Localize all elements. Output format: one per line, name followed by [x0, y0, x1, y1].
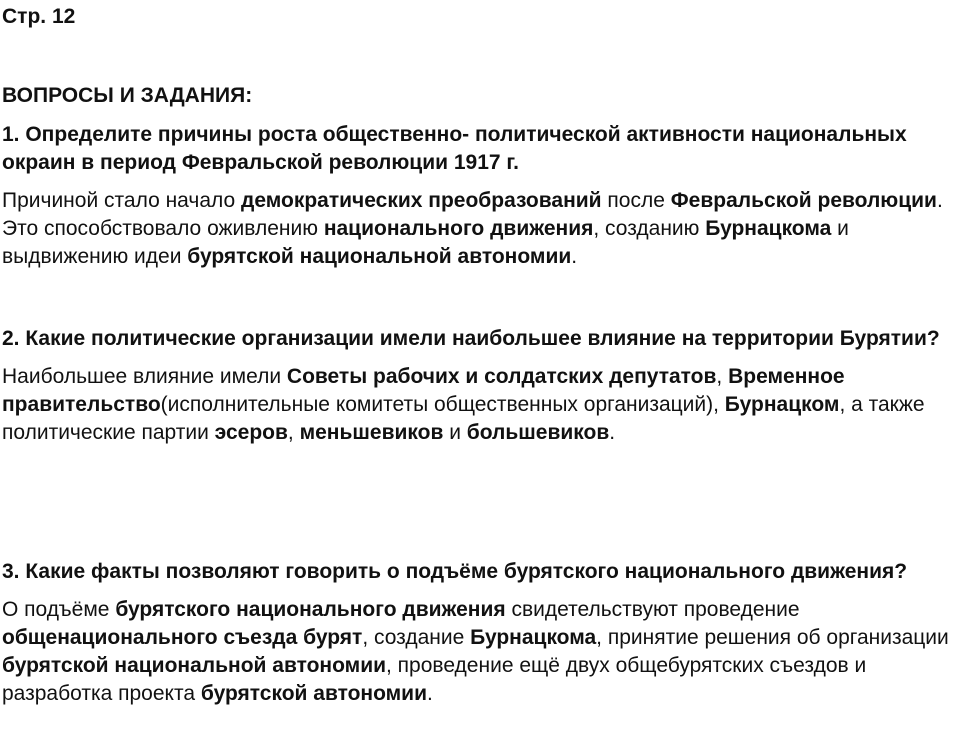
question-text: 2. Какие политические организации имели наибольшее влияние на территории Бурятии?	[2, 327, 940, 350]
answer-run: Наибольшее влияние имели	[2, 365, 287, 388]
answer-emphasis: меньшевиков	[299, 421, 444, 444]
answer-run: , а также политические партии	[2, 393, 925, 444]
answer-run: , созданию	[593, 217, 706, 240]
answer-run: ,	[287, 421, 300, 444]
answer-emphasis: Советы рабочих и солдатских депутатов	[286, 365, 717, 388]
answer-run: Причиной стало начало	[2, 189, 242, 212]
answer-run: и	[443, 421, 467, 444]
page-number-label: Стр. 12	[2, 5, 76, 28]
answer-run: , принятие решения об организации	[596, 626, 949, 649]
answer-run: свидетельствуют проведение	[505, 598, 800, 621]
answer-emphasis: Бурнацкома	[705, 217, 832, 240]
question-text: 1. Определите причины роста общественно- политической активности национальных окраин в период Февральской революции 1917 г.	[2, 123, 907, 174]
answer-run: после	[601, 189, 671, 212]
answer-emphasis: большевиков	[466, 421, 610, 444]
answer-run: (исполнительные комитеты общественных организаций),	[160, 393, 725, 416]
answer-text	[2, 363, 966, 447]
question-block-1	[2, 121, 966, 271]
answer-run: , проведение ещё двух общебурятских съездов и разработка проекта	[2, 654, 867, 705]
question-block-3	[2, 558, 966, 708]
answer-emphasis: бурятской национальной автономии	[187, 245, 572, 268]
answer-emphasis: Февральской революции	[670, 189, 937, 212]
answer-emphasis: бурятской национальной автономии	[2, 654, 387, 677]
answer-emphasis: бурятской автономии	[200, 682, 428, 705]
answer-text	[2, 187, 966, 271]
answer-emphasis: Бурнацком	[724, 393, 840, 416]
question-block-2	[2, 325, 966, 447]
answer-emphasis: бурятского национального движения	[115, 598, 506, 621]
answer-emphasis: общенационального съезда бурят	[2, 626, 363, 649]
answer-emphasis: Бурнацкома	[470, 626, 597, 649]
answer-run: и выдвижению идеи	[2, 217, 849, 268]
answer-run: , создание	[362, 626, 471, 649]
answer-run: .	[427, 682, 433, 705]
answer-emphasis: национального движения	[323, 217, 594, 240]
question-text: 3. Какие факты позволяют говорить о подъёме бурятского национального движения?	[2, 560, 908, 583]
answer-emphasis: демократических преобразований	[241, 189, 602, 212]
answer-run: ,	[716, 365, 729, 388]
answer-emphasis: Временное правительство	[2, 365, 845, 416]
section-title: ВОПРОСЫ И ЗАДАНИЯ:	[2, 84, 253, 107]
answer-text	[2, 596, 966, 708]
answer-run: О подъёме	[2, 598, 116, 621]
answer-run: . Это способствовало оживлению	[2, 189, 943, 240]
answer-run: .	[571, 245, 578, 268]
answer-run: .	[609, 421, 616, 444]
answer-emphasis: эсеров	[214, 421, 288, 444]
